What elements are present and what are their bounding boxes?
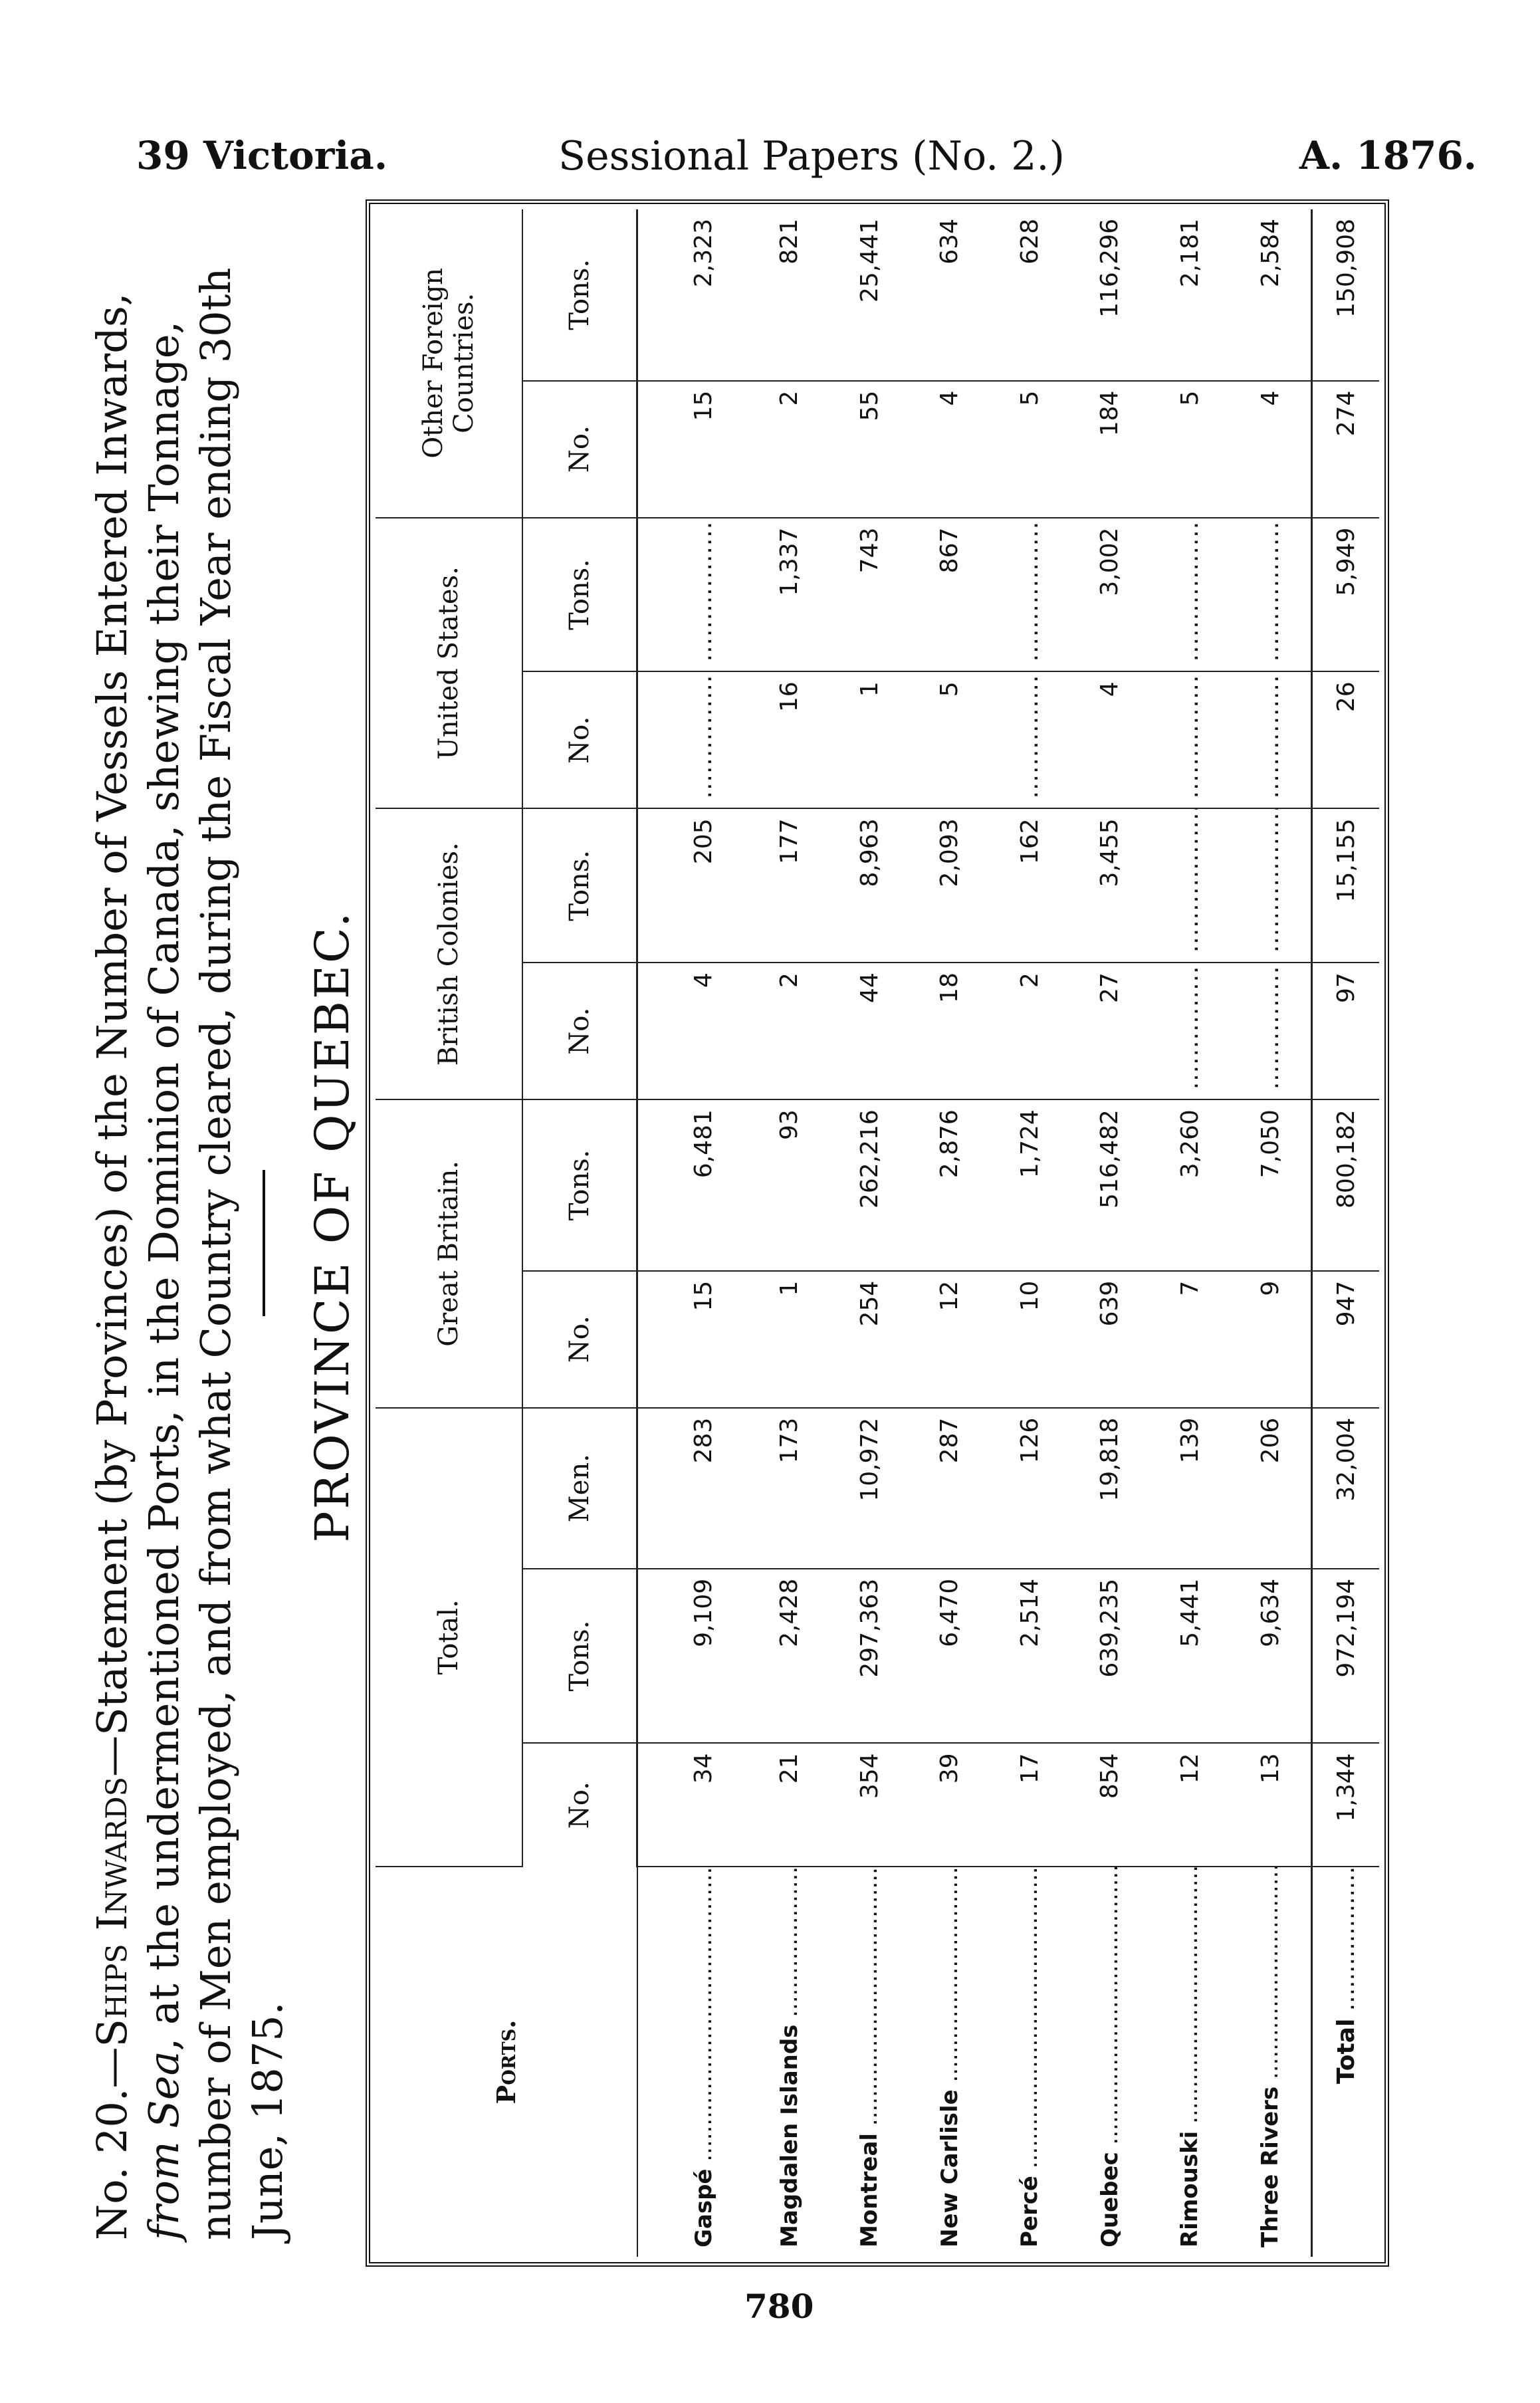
cell-us-tons: 743 (829, 518, 910, 672)
cell-men: 173 (750, 1408, 830, 1569)
cell-us-tons: 5,949 (1312, 518, 1380, 672)
cell-of-no: 5 (990, 381, 1070, 518)
cell-of-tons: 25,441 (829, 209, 910, 381)
cell-us-no: 26 (1312, 671, 1380, 808)
cell-of-tons: 821 (750, 209, 830, 381)
cell-gb-tons: 93 (750, 1099, 830, 1271)
cell-of-tons: 116,296 (1070, 209, 1151, 381)
table-row (750, 209, 830, 2257)
cell-of-no: 4 (1230, 381, 1312, 518)
statement-text-1: —Statement (by Provinces) of the Number of Vessels Entered Inwards, (88, 292, 136, 1777)
sub-header-no: No. (522, 1271, 637, 1408)
cell-bc-tons: 205 (637, 808, 750, 963)
cell-of-tons: 634 (910, 209, 990, 381)
cell-total-no: 854 (1070, 1743, 1151, 1866)
cell-us-no (990, 671, 1070, 808)
port-name: Three Rivers ..... (1230, 1867, 1312, 2257)
cell-men: 139 (1150, 1408, 1230, 1569)
sub-header-tons: Tons. (522, 209, 637, 381)
port-name: New Carlisle ..... (910, 1867, 990, 2257)
cell-us-no (1150, 671, 1230, 808)
cell-men: 206 (1230, 1408, 1312, 1569)
table-row (1150, 209, 1230, 2257)
cell-us-tons: 1,337 (750, 518, 830, 672)
ports-header: Ports. (376, 1867, 637, 2257)
cell-total-no: 39 (910, 1743, 990, 1866)
cell-total-tons: 2,514 (990, 1569, 1070, 1744)
cell-gb-tons: 3,260 (1150, 1099, 1230, 1271)
rotated-statement (86, 173, 1416, 2280)
cell-gb-no: 10 (990, 1271, 1070, 1408)
cell-us-no: 4 (1070, 671, 1151, 808)
cell-of-tons: 2,323 (637, 209, 750, 381)
table-row (829, 209, 910, 2257)
cell-us-no: 1 (829, 671, 910, 808)
cell-total-no: 34 (637, 1743, 750, 1866)
cell-gb-no: 254 (829, 1271, 910, 1408)
cell-gb-tons: 800,182 (1312, 1099, 1380, 1271)
cell-gb-no: 15 (637, 1271, 750, 1408)
cell-us-no (637, 671, 750, 808)
cell-us-tons: 3,002 (1070, 518, 1151, 672)
cell-us-no (1230, 671, 1312, 808)
cell-total-tons: 9,109 (637, 1569, 750, 1744)
title-rule (263, 1170, 265, 1316)
cell-total-no: 21 (750, 1743, 830, 1866)
sessional-papers-header: Sessional Papers (No. 2.) (558, 133, 1065, 179)
other-foreign-header: Other Foreign Countries. (376, 209, 522, 518)
year-header: A. 1876. (1299, 133, 1478, 178)
cell-bc-tons: 177 (750, 808, 830, 963)
cell-men: 287 (910, 1408, 990, 1569)
cell-us-tons (637, 518, 750, 672)
cell-gb-tons: 1,724 (990, 1099, 1070, 1271)
cell-of-no: 5 (1150, 381, 1230, 518)
cell-total-tons: 2,428 (750, 1569, 830, 1744)
sub-header-no: No. (522, 963, 637, 1099)
cell-men: 283 (637, 1408, 750, 1569)
cell-bc-no: 97 (1312, 963, 1380, 1099)
cell-gb-no: 639 (1070, 1271, 1151, 1408)
great-britain-header: Great Britain. (376, 1099, 522, 1408)
cell-gb-no: 1 (750, 1271, 830, 1408)
cell-bc-no (1150, 963, 1230, 1099)
statement-lead: Ships Inwards (88, 1776, 136, 2047)
table-frame (366, 199, 1389, 2267)
port-name: Montreal ..... (829, 1867, 910, 2257)
cell-total-no: 17 (990, 1743, 1070, 1866)
sub-header-men: Men. (522, 1408, 637, 1569)
cell-total-tons: 972,194 (1312, 1569, 1380, 1744)
united-states-header: United States. (376, 518, 522, 809)
cell-gb-tons: 516,482 (1070, 1099, 1151, 1271)
cell-us-no: 5 (910, 671, 990, 808)
cell-total-tons: 9,634 (1230, 1569, 1312, 1744)
statement-text-2: , at the undermentioned Ports, in the Dominion of Canada, shewing their Tonnage, number of Men employed, and from what Country cleared, during the Fiscal Year ending 30th June, 1875. (140, 267, 292, 2240)
cell-bc-no: 2 (990, 963, 1070, 1099)
cell-total-no: 13 (1230, 1743, 1312, 1866)
table-body (637, 209, 1312, 2257)
cell-bc-no: 18 (910, 963, 990, 1099)
cell-gb-no: 9 (1230, 1271, 1312, 1408)
cell-of-tons: 2,181 (1150, 209, 1230, 381)
cell-bc-tons (1230, 808, 1312, 963)
cell-of-tons: 150,908 (1312, 209, 1380, 381)
total-label: Total ..... (1312, 1867, 1380, 2257)
cell-gb-no: 12 (910, 1271, 990, 1408)
cell-total-tons: 5,441 (1150, 1569, 1230, 1744)
table-row (1230, 209, 1312, 2257)
port-name: Percé ..... (990, 1867, 1070, 2257)
sub-header-no: No. (522, 1743, 637, 1866)
cell-us-tons: 867 (910, 518, 990, 672)
cell-bc-tons: 162 (990, 808, 1070, 963)
cell-of-no: 2 (750, 381, 830, 518)
cell-bc-no: 44 (829, 963, 910, 1099)
cell-bc-tons: 8,963 (829, 808, 910, 963)
sub-header-no: No. (522, 381, 637, 518)
table-row (1070, 209, 1151, 2257)
total-group-header: Total. (376, 1408, 522, 1867)
cell-gb-tons: 6,481 (637, 1099, 750, 1271)
cell-gb-tons: 7,050 (1230, 1099, 1312, 1271)
cell-gb-tons: 262,216 (829, 1099, 910, 1271)
cell-of-no: 274 (1312, 381, 1380, 518)
port-name: Quebec ..... (1070, 1867, 1151, 2257)
cell-gb-no: 947 (1312, 1271, 1380, 1408)
british-colonies-header: British Colonies. (376, 808, 522, 1099)
session-header: 39 Victoria. (136, 133, 388, 178)
table-row (910, 209, 990, 2257)
sub-header-tons: Tons. (522, 1099, 637, 1271)
total-row (1312, 209, 1380, 2257)
cell-of-no: 184 (1070, 381, 1151, 518)
cell-gb-no: 7 (1150, 1271, 1230, 1408)
cell-of-tons: 628 (990, 209, 1070, 381)
sub-header-tons: Tons. (522, 808, 637, 963)
province-heading: PROVINCE OF QUEBEC. (305, 910, 360, 1543)
statement-number: No. 20.— (88, 2047, 136, 2240)
cell-bc-no: 4 (637, 963, 750, 1099)
cell-of-no: 4 (910, 381, 990, 518)
cell-of-no: 15 (637, 381, 750, 518)
sub-header-tons: Tons. (522, 1569, 637, 1744)
cell-bc-tons: 15,155 (1312, 808, 1380, 963)
cell-men: 19,818 (1070, 1408, 1151, 1569)
cell-gb-tons: 2,876 (910, 1099, 990, 1271)
table-row (990, 209, 1070, 2257)
page-number: 780 (744, 2287, 814, 2326)
cell-us-tons (1230, 518, 1312, 672)
cell-of-tons: 2,584 (1230, 209, 1312, 381)
cell-total-tons: 639,235 (1070, 1569, 1151, 1744)
cell-bc-no: 2 (750, 963, 830, 1099)
cell-total-no: 12 (1150, 1743, 1230, 1866)
port-name: Magdalen Islands ..... (750, 1867, 830, 2257)
cell-bc-tons: 2,093 (910, 808, 990, 963)
cell-men: 126 (990, 1408, 1070, 1569)
cell-total-no: 1,344 (1312, 1743, 1380, 1866)
cell-bc-no: 27 (1070, 963, 1151, 1099)
cell-total-tons: 6,470 (910, 1569, 990, 1744)
cell-bc-tons: 3,455 (1070, 808, 1151, 963)
cell-of-no: 55 (829, 381, 910, 518)
port-name: Gaspé ..... (637, 1867, 750, 2257)
cell-bc-no (1230, 963, 1312, 1099)
sub-header-no: No. (522, 671, 637, 808)
sub-header-tons: Tons. (522, 518, 637, 672)
ships-table (376, 209, 1379, 2257)
cell-us-no: 16 (750, 671, 830, 808)
cell-bc-tons (1150, 808, 1230, 963)
cell-total-tons: 297,363 (829, 1569, 910, 1744)
cell-us-tons (990, 518, 1070, 672)
cell-us-tons (1150, 518, 1230, 672)
cell-total-no: 354 (829, 1743, 910, 1866)
port-name: Rimouski ..... (1150, 1867, 1230, 2257)
table-row (637, 209, 750, 2257)
cell-men: 10,972 (829, 1408, 910, 1569)
cell-men: 32,004 (1312, 1408, 1380, 1569)
statement-italic: from Sea (140, 2051, 188, 2240)
